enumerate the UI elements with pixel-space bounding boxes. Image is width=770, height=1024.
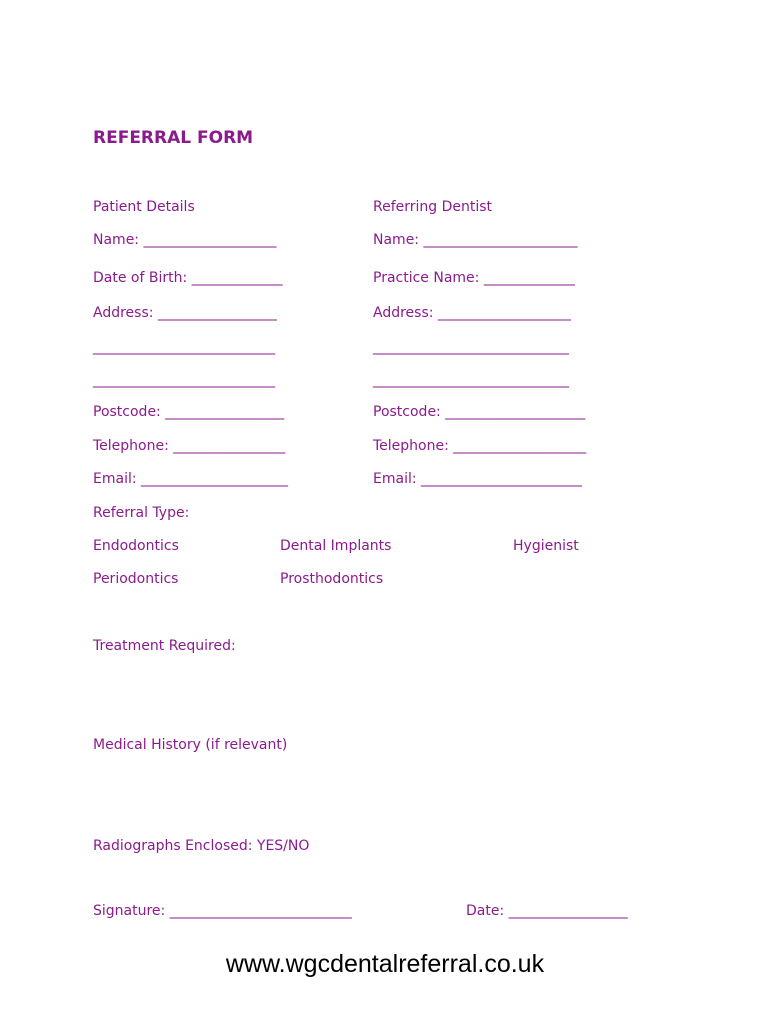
patient-address-field[interactable]: Address: _________________ bbox=[93, 305, 277, 321]
signature-field[interactable]: Signature: __________________________ bbox=[93, 903, 352, 919]
referral-option-endodontics[interactable]: Endodontics bbox=[93, 538, 179, 554]
patient-email-field[interactable]: Email: _____________________ bbox=[93, 471, 289, 487]
patient-details-heading: Patient Details bbox=[93, 199, 195, 215]
dentist-address-line-2[interactable]: ____________________________ bbox=[373, 339, 569, 355]
patient-dob-field[interactable]: Date of Birth: _____________ bbox=[93, 270, 283, 286]
patient-address-line-2[interactable]: __________________________ bbox=[93, 339, 275, 355]
dentist-telephone-field[interactable]: Telephone: ___________________ bbox=[373, 438, 587, 454]
referral-option-periodontics[interactable]: Periodontics bbox=[93, 571, 179, 587]
referral-option-prosthodontics[interactable]: Prosthodontics bbox=[280, 571, 384, 587]
patient-postcode-field[interactable]: Postcode: _________________ bbox=[93, 404, 285, 420]
treatment-required-label: Treatment Required: bbox=[93, 638, 236, 654]
dentist-postcode-field[interactable]: Postcode: ____________________ bbox=[373, 404, 586, 420]
dentist-name-field[interactable]: Name: ______________________ bbox=[373, 232, 578, 248]
dentist-address-field[interactable]: Address: ___________________ bbox=[373, 305, 571, 321]
date-field[interactable]: Date: _________________ bbox=[466, 903, 628, 919]
dentist-email-field[interactable]: Email: _______________________ bbox=[373, 471, 583, 487]
form-title: REFERRAL FORM bbox=[93, 128, 254, 148]
referral-option-hygienist[interactable]: Hygienist bbox=[513, 538, 579, 554]
patient-telephone-field[interactable]: Telephone: ________________ bbox=[93, 438, 286, 454]
patient-name-field[interactable]: Name: ___________________ bbox=[93, 232, 277, 248]
radiographs-enclosed-field[interactable]: Radiographs Enclosed: YES/NO bbox=[93, 838, 310, 854]
dentist-address-line-3[interactable]: ____________________________ bbox=[373, 372, 569, 388]
referral-type-label: Referral Type: bbox=[93, 505, 190, 521]
medical-history-label: Medical History (if relevant) bbox=[93, 737, 288, 753]
practice-name-field[interactable]: Practice Name: _____________ bbox=[373, 270, 575, 286]
referral-option-dental-implants[interactable]: Dental Implants bbox=[280, 538, 392, 554]
patient-address-line-3[interactable]: __________________________ bbox=[93, 372, 275, 388]
footer-website: www.wgcdentalreferral.co.uk bbox=[225, 950, 545, 978]
referring-dentist-heading: Referring Dentist bbox=[373, 199, 493, 215]
